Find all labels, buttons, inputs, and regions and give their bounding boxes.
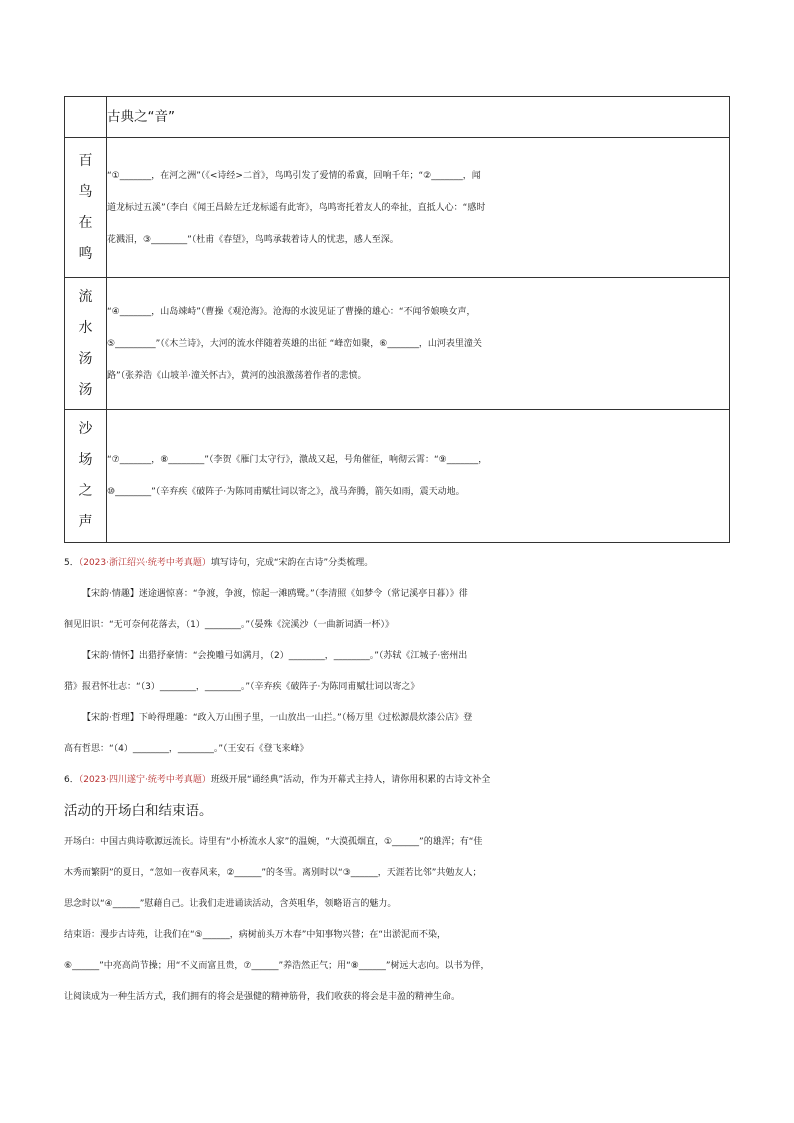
- table-row: [65, 138, 730, 278]
- content-line: 道龙标过五溪”（李白《闻王昌龄左迁龙标遥有此寄》，鸟鸣寄托着友人的牵扯，直抵人心：“感时: [107, 202, 486, 213]
- category-cell: [65, 138, 107, 278]
- poetry-table: [64, 96, 730, 543]
- table-row: [65, 278, 730, 410]
- category-char: 声: [78, 514, 93, 530]
- q5-line: 猎》报君怀壮志：“（3）________，________。”（辛弃疾《破阵子·为陈同甫赋壮词以寄之》: [64, 682, 420, 692]
- q6-line: 思念时以“④______”慰藉自己。让我们走进诵读活动，含英咀华，领略语言的魅力。: [64, 899, 397, 909]
- q5-line: 徊见旧识：“无可奈何花落去，（1）________。”（晏殊《浣溪沙（一曲新词酒一杯）》: [64, 620, 395, 630]
- category-char: 水: [78, 319, 93, 336]
- table-header-row: [65, 97, 730, 138]
- category-char: 百: [78, 152, 93, 169]
- table-header-label: 古典之“音”: [107, 97, 730, 138]
- q5-line: 【宋韵·哲理】下岭得理趣：“政入万山围子里，一山放出一山拦。”（杨万里《过松源晨炊漆公店》登: [82, 713, 473, 723]
- content-cell: [107, 278, 730, 410]
- header-empty-cell: [65, 97, 107, 138]
- question-instruction: 填写诗句，完成“宋韵在古诗”分类梳理。: [210, 558, 374, 568]
- category-char: 在: [78, 214, 93, 231]
- category-char: 沙: [78, 421, 93, 437]
- question-5-heading: [64, 548, 732, 579]
- category-cell: [65, 410, 107, 543]
- content-line: 花溅泪，③________”（杜甫《春望》，鸟鸣承载着诗人的忧悲，感人至深。: [107, 234, 399, 245]
- q6-line: 结束语：漫步古诗苑，让我们在“⑤______，病树前头万木春”中知事物兴替；在“出淤泥而不染，: [64, 930, 447, 940]
- content-line: ⑤_________”（《木兰诗》，大河的流水伴随着英雄的出征 “峰峦如聚，⑥_______，山河表里潼关: [107, 338, 482, 349]
- q6-line: 开场白：中国古典诗歌源远流长。诗里有“小桥流水人家”的温婉，“大漠孤烟直，①______”的雄浑；有“佳: [64, 837, 483, 847]
- content-line: “④_______，山岛竦峙”（曹操《观沧海》。沧海的水波见证了曹操的雄心：“不闻爷娘唤女声，: [107, 306, 476, 317]
- question-6: [64, 765, 732, 1013]
- question-6-heading: [64, 765, 732, 796]
- question-instruction: 班级开展“诵经典”活动，作为开幕式主持人，请你用积累的古诗文补全: [210, 775, 491, 785]
- question-source: （2023·浙江绍兴·统考中考真题）: [78, 558, 211, 568]
- q5-line: 高有哲思：“（4）________，________。”（王安石《登飞来峰》: [64, 744, 309, 754]
- question-source: （2023·四川遂宁·统考中考真题）: [78, 775, 211, 785]
- category-char: 鸣: [78, 245, 93, 262]
- category-char: 场: [78, 452, 93, 468]
- category-char: 流: [78, 288, 93, 305]
- table-row: [65, 410, 730, 543]
- category-char: 之: [78, 483, 93, 499]
- category-char: 汤: [78, 350, 93, 367]
- content-line: “①_______，在河之洲”（《<诗经>二首》，鸟鸣引发了爱情的希冀，回响千年；“②_______，闻: [107, 170, 481, 181]
- category-cell: [65, 278, 107, 410]
- question-instruction-cont: 活动的开场白和结束语。: [64, 803, 213, 819]
- question-5: [64, 548, 732, 765]
- content-line: 路”（张养浩《山坡羊·潼关怀古》，黄河的浊浪激荡着作者的悲愤。: [107, 370, 367, 381]
- q6-line: 让阅读成为一种生活方式，我们拥有的将会是强健的精神筋骨，我们收获的将会是丰盈的精神生命。: [64, 992, 461, 1002]
- question-number: 6．: [64, 775, 79, 785]
- q6-line: ⑥______”中亮高尚节操；用“不义而富且贵，⑦______”养浩然正气；用“⑧______”树远大志向。以书为伴，: [64, 961, 490, 971]
- q6-line: 木秀而繁阴”的夏日，“忽如一夜春风来，②______”的冬雪。离别时以“③______，天涯若比邻”共勉友人；: [64, 868, 482, 878]
- category-char: 汤: [78, 381, 93, 398]
- q5-line: 【宋韵·情趣】迷途遇惊喜：“争渡，争渡，惊起一滩鸥鹭。”（李清照《如梦令（常记溪亭日暮）》徘: [82, 589, 468, 599]
- q5-line: 【宋韵·情怀】出猎抒豪情：“会挽雕弓如满月，（2）________，________。”（苏轼《江城子·密州出: [82, 651, 468, 661]
- content-cell: [107, 138, 730, 278]
- content-cell: [107, 410, 730, 543]
- content-line: ⑩________”（辛弃疾《破阵子·为陈同甫赋壮词以寄之》，战马奔腾，箭矢如雨，震天动地。: [107, 487, 465, 497]
- content-line: “⑦_______，⑧________”（李贺《雁门太守行》，激战又起，号角催征，响彻云霄：“⑨_______，: [107, 455, 488, 465]
- category-char: 鸟: [78, 183, 93, 200]
- question-number: 5．: [64, 558, 79, 568]
